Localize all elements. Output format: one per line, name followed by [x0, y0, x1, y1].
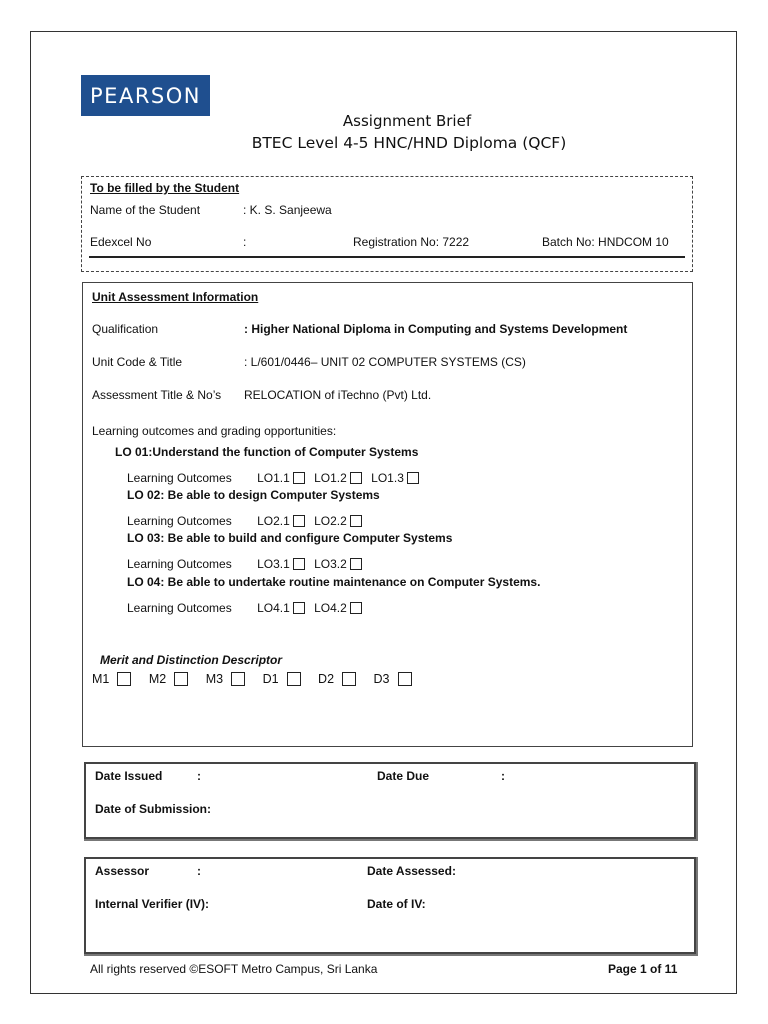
pearson-logo: PEARSON	[81, 75, 210, 116]
lo2-2-checkbox[interactable]	[350, 515, 362, 527]
lo-row-label: Learning Outcomes	[127, 557, 232, 571]
date-assessed-label: Date Assessed:	[367, 864, 456, 878]
student-heading: To be filled by the Student	[90, 181, 240, 195]
footer-page-number: Page 1 of 11	[608, 962, 678, 976]
lo-item-label: LO4.2	[314, 601, 347, 615]
learning-outcomes-heading: Learning outcomes and grading opportunities:	[92, 424, 337, 438]
merit-heading: Merit and Distinction Descriptor	[100, 653, 283, 667]
date-of-iv-label: Date of IV:	[367, 897, 426, 911]
d3-checkbox[interactable]	[398, 672, 412, 686]
d2-checkbox[interactable]	[342, 672, 356, 686]
lo-item-label: LO3.2	[314, 557, 347, 571]
lo-item-label: LO3.1	[257, 557, 290, 571]
lo-02-title: LO 02: Be able to design Computer Systems	[127, 488, 380, 502]
document-subtitle: BTEC Level 4-5 HNC/HND Diploma (QCF)	[251, 134, 567, 152]
lo-item-label: LO1.3	[371, 471, 404, 485]
d1-checkbox[interactable]	[287, 672, 301, 686]
m3-checkbox[interactable]	[231, 672, 245, 686]
lo-01-row	[127, 471, 423, 485]
date-due-label: Date Due	[377, 769, 430, 783]
lo-item-label: LO1.2	[314, 471, 347, 485]
unit-value: : L/601/0446– UNIT 02 COMPUTER SYSTEMS (CS)	[244, 355, 526, 369]
lo-04-row	[127, 601, 366, 615]
lo-02-row	[127, 514, 366, 528]
m2-checkbox[interactable]	[174, 672, 188, 686]
batch-number: Batch No: HNDCOM 10	[542, 235, 669, 249]
lo-01-title: LO 01:Understand the function of Computer Systems	[115, 445, 419, 459]
internal-verifier-label: Internal Verifier (IV):	[95, 897, 210, 911]
lo-03-row	[127, 557, 366, 571]
assessment-title-value: RELOCATION of iTechno (Pvt) Ltd.	[244, 388, 432, 402]
date-issued-label: Date Issued	[95, 769, 163, 783]
assessor-colon: :	[197, 864, 201, 878]
edexcel-label: Edexcel No	[90, 235, 152, 249]
lo-03-title: LO 03: Be able to build and configure Computer Systems	[127, 531, 453, 545]
student-name-value: : K. S. Sanjeewa	[243, 203, 332, 217]
lo-row-label: Learning Outcomes	[127, 514, 232, 528]
m1-checkbox[interactable]	[117, 672, 131, 686]
merit-item-label: M3	[205, 672, 224, 686]
qualification-value: : Higher National Diploma in Computing and Systems Development	[244, 322, 628, 336]
unit-heading: Unit Assessment Information	[92, 290, 259, 304]
lo4-1-checkbox[interactable]	[293, 602, 305, 614]
assessment-title-label: Assessment Title & No’s	[92, 388, 222, 402]
qualification-label: Qualification	[92, 322, 159, 336]
lo4-2-checkbox[interactable]	[350, 602, 362, 614]
student-divider	[89, 256, 685, 258]
unit-label: Unit Code & Title	[92, 355, 183, 369]
merit-item-label: D3	[373, 672, 390, 686]
lo-item-label: LO1.1	[257, 471, 290, 485]
document-title: Assignment Brief	[342, 112, 472, 130]
lo-item-label: LO2.2	[314, 514, 347, 528]
lo1-2-checkbox[interactable]	[350, 472, 362, 484]
lo-row-label: Learning Outcomes	[127, 471, 232, 485]
edexcel-value: :	[243, 235, 247, 249]
student-name-label: Name of the Student	[90, 203, 201, 217]
lo3-2-checkbox[interactable]	[350, 558, 362, 570]
merit-item-label: M2	[148, 672, 167, 686]
merit-item-label: D1	[262, 672, 279, 686]
lo-item-label: LO4.1	[257, 601, 290, 615]
registration-number: Registration No: 7222	[353, 235, 470, 249]
lo-item-label: LO2.1	[257, 514, 290, 528]
merit-item-label: M1	[92, 672, 110, 686]
merit-row	[92, 672, 426, 686]
lo3-1-checkbox[interactable]	[293, 558, 305, 570]
lo2-1-checkbox[interactable]	[293, 515, 305, 527]
date-due-colon: :	[501, 769, 505, 783]
lo1-3-checkbox[interactable]	[407, 472, 419, 484]
lo-04-title: LO 04: Be able to undertake routine maintenance on Computer Systems.	[127, 575, 541, 589]
lo1-1-checkbox[interactable]	[293, 472, 305, 484]
footer-rights: All rights reserved ©ESOFT Metro Campus, Sri Lanka	[90, 962, 378, 976]
lo-row-label: Learning Outcomes	[127, 601, 232, 615]
assessor-label: Assessor	[95, 864, 150, 878]
date-submission-label: Date of Submission:	[95, 802, 212, 816]
merit-item-label: D2	[318, 672, 335, 686]
date-issued-colon: :	[197, 769, 201, 783]
